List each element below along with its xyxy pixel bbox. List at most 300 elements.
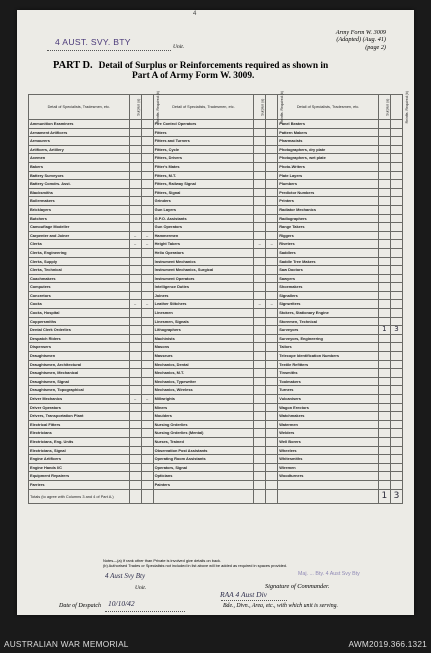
col-header-detail: Detail of Specialists, Tradesmen, etc. <box>29 95 130 120</box>
reinf-cell <box>266 386 278 395</box>
trade-name: Riggers <box>278 231 379 240</box>
trade-name: Opticians <box>153 472 254 481</box>
surplus-cell <box>254 120 266 129</box>
surplus-cell <box>129 162 141 171</box>
trade-name: Surveyors, Engineering <box>278 334 379 343</box>
surplus-cell <box>254 223 266 232</box>
surplus-cell <box>378 162 390 171</box>
surplus-cell <box>129 326 141 335</box>
trade-name: Shoemakers <box>278 283 379 292</box>
reinf-cell <box>390 180 402 189</box>
trade-name: Height Takers <box>153 240 254 249</box>
trade-name: Driver Operators <box>29 403 130 412</box>
reinf-cell <box>141 154 153 163</box>
surplus-cell <box>129 120 141 129</box>
reinf-cell <box>141 171 153 180</box>
reinf-cell <box>390 369 402 378</box>
reinf-cell <box>390 291 402 300</box>
surplus-cell <box>129 223 141 232</box>
form-title <box>53 60 393 82</box>
trade-name: Operators, Signal <box>153 463 254 472</box>
date-of-despatch-label: Date of Despatch <box>59 603 101 609</box>
table-row <box>29 420 403 429</box>
trade-name: Miners <box>153 403 254 412</box>
trade-name: Instrument Operators <box>153 274 254 283</box>
trade-name: Mechanics, Wireless <box>153 386 254 395</box>
trade-name: Coachmakers <box>29 274 130 283</box>
reinf-cell <box>390 128 402 137</box>
reinf-cell <box>390 412 402 421</box>
trade-name: Fitters <box>153 128 254 137</box>
trade-name: Driver Mechanics <box>29 395 130 404</box>
trade-name: Linesmen <box>153 309 254 318</box>
trade-name: Sawyers <box>278 274 379 283</box>
trade-name: Gun Layers <box>153 205 254 214</box>
surplus-cell <box>129 369 141 378</box>
trade-name: Draughtsmen, Mechanical <box>29 369 130 378</box>
reinf-cell <box>390 386 402 395</box>
reinf-cell <box>390 231 402 240</box>
trade-name: Coppersmiths <box>29 317 130 326</box>
surplus-cell <box>378 334 390 343</box>
reinf-cell <box>266 429 278 438</box>
surplus-cell <box>129 197 141 206</box>
reinf-cell <box>390 352 402 361</box>
trade-name: Woodturners <box>278 472 379 481</box>
surplus-cell <box>129 145 141 154</box>
trade-name: Instrument Mechanics, Surgical <box>153 266 254 275</box>
surplus-cell <box>378 205 390 214</box>
trade-name: Axemen <box>29 154 130 163</box>
note-a: Notes—(a) If rank other than Private is involved give details on back. <box>103 558 222 563</box>
table-row <box>29 266 403 275</box>
reinf-cell <box>141 120 153 129</box>
trade-name: Boilermakers <box>29 197 130 206</box>
surplus-cell <box>254 480 266 489</box>
reinf-cell: 3 <box>390 326 402 335</box>
reinf-cell <box>266 403 278 412</box>
surplus-cell <box>254 257 266 266</box>
trade-name: Saddle Tree Makers <box>278 257 379 266</box>
totals-filler <box>141 489 153 503</box>
trade-name: Computers <box>29 283 130 292</box>
table-row <box>29 248 403 257</box>
table-row <box>29 317 403 326</box>
surplus-cell <box>378 455 390 464</box>
reinf-cell <box>266 309 278 318</box>
surplus-cell <box>129 377 141 386</box>
form-page <box>17 10 414 615</box>
trade-name: Equipment Repairers <box>29 472 130 481</box>
reinf-cell <box>390 343 402 352</box>
surplus-cell <box>378 412 390 421</box>
trade-name: Signwriters <box>278 300 379 309</box>
trade-name: Mechanics, Typewriter <box>153 377 254 386</box>
trade-name: Drivers, Transportation Plant <box>29 412 130 421</box>
trade-name: Painters <box>153 480 254 489</box>
trade-name: Plumbers <box>278 180 379 189</box>
surplus-cell <box>254 403 266 412</box>
trade-name: Photographers, dry plate <box>278 145 379 154</box>
reinf-cell <box>141 248 153 257</box>
trade-name: Signallers <box>278 291 379 300</box>
table-row <box>29 128 403 137</box>
surplus-cell: – <box>129 300 141 309</box>
surplus-cell: 1 <box>378 326 390 335</box>
trade-name: Lithographers <box>153 326 254 335</box>
table-row <box>29 180 403 189</box>
table-row <box>29 412 403 421</box>
surplus-cell <box>378 352 390 361</box>
reinf-cell <box>141 197 153 206</box>
table-row <box>29 291 403 300</box>
reinf-cell <box>390 429 402 438</box>
surplus-cell <box>378 274 390 283</box>
table-row <box>29 145 403 154</box>
trade-name: Fitters, M.T. <box>153 171 254 180</box>
reinf-cell <box>141 223 153 232</box>
trade-name: Vulcanisers <box>278 395 379 404</box>
reinf-cell <box>390 334 402 343</box>
table-row <box>29 283 403 292</box>
trade-name: Printers <box>278 197 379 206</box>
trade-name: Wheelers <box>278 446 379 455</box>
table-row <box>29 377 403 386</box>
surplus-cell <box>378 300 390 309</box>
specialists-table <box>28 90 409 504</box>
reinf-cell <box>266 214 278 223</box>
reinf-cell <box>141 266 153 275</box>
trade-name: Textile Refitters <box>278 360 379 369</box>
table-row <box>29 309 403 318</box>
trade-name: Blacksmiths <box>29 188 130 197</box>
surplus-cell <box>254 326 266 335</box>
trade-name: Millwrights <box>153 395 254 404</box>
trade-name: Tinsmiths <box>278 369 379 378</box>
surplus-cell <box>129 214 141 223</box>
surplus-cell <box>129 248 141 257</box>
trade-name: Masseurs <box>153 352 254 361</box>
trade-name: Riveters <box>278 240 379 249</box>
reinf-cell <box>266 197 278 206</box>
trade-name: Photo-Writers <box>278 162 379 171</box>
reinf-cell <box>266 283 278 292</box>
reinf-cell <box>266 326 278 335</box>
trade-name: Plate Layers <box>278 171 379 180</box>
reinf-cell <box>390 300 402 309</box>
reinf-cell <box>390 197 402 206</box>
surplus-cell: – <box>129 240 141 249</box>
surplus-cell <box>378 403 390 412</box>
form-ref-line: Army Form W. 3009 <box>335 29 386 36</box>
trade-name: Telecope Identification Numbers <box>278 352 379 361</box>
totals-row <box>29 489 403 503</box>
surplus-cell <box>378 128 390 137</box>
surplus-cell <box>254 248 266 257</box>
surplus-cell <box>254 360 266 369</box>
totals-filler <box>153 489 254 503</box>
trade-name: Engine Artificers <box>29 455 130 464</box>
col-header-reinf: Reinfts. Required (b) <box>141 95 153 120</box>
trade-name: Clerks <box>29 240 130 249</box>
table-row <box>29 257 403 266</box>
surplus-cell <box>378 214 390 223</box>
surplus-cell <box>129 266 141 275</box>
reinf-cell <box>141 137 153 146</box>
col-header-surplus: Surplus (a) <box>254 95 266 120</box>
surplus-cell <box>129 317 141 326</box>
table-row <box>29 480 403 489</box>
surplus-cell <box>254 171 266 180</box>
surplus-cell <box>378 257 390 266</box>
surplus-cell <box>378 472 390 481</box>
surplus-cell <box>129 137 141 146</box>
date-dotted-line <box>105 611 185 612</box>
trade-name: Cooks <box>29 300 130 309</box>
form-ref-line: (Adapted) (Aug. 41) <box>336 36 386 44</box>
surplus-cell <box>254 420 266 429</box>
reinf-cell <box>266 188 278 197</box>
table-row <box>29 274 403 283</box>
reinf-cell <box>141 188 153 197</box>
table-row <box>29 360 403 369</box>
reinf-cell <box>390 214 402 223</box>
surplus-cell <box>378 377 390 386</box>
trade-name: Nursing Orderlies <box>153 420 254 429</box>
totals-filler <box>266 489 278 503</box>
surplus-cell <box>254 180 266 189</box>
reinf-cell <box>390 463 402 472</box>
unit-label-bottom: Unit. <box>135 585 147 591</box>
trade-name: Fitters, Signal <box>153 188 254 197</box>
surplus-cell <box>129 386 141 395</box>
surplus-cell <box>378 429 390 438</box>
reinf-cell <box>141 403 153 412</box>
reinf-cell: – <box>141 395 153 404</box>
surplus-cell <box>378 463 390 472</box>
trade-name: Electrical Fitters <box>29 420 130 429</box>
surplus-cell <box>129 205 141 214</box>
reinf-cell <box>141 283 153 292</box>
surplus-cell <box>254 463 266 472</box>
surplus-cell <box>378 120 390 129</box>
trade-name: Operating Room Assistants <box>153 455 254 464</box>
surplus-cell <box>378 480 390 489</box>
trade-name: Mechanics, M.T. <box>153 369 254 378</box>
reinf-cell <box>266 257 278 266</box>
trade-name <box>278 480 379 489</box>
reinf-cell <box>266 463 278 472</box>
trade-name: Clerks, Supply <box>29 257 130 266</box>
reinf-cell <box>390 240 402 249</box>
trade-name: Linesmen, Signals <box>153 317 254 326</box>
handwritten-unit: 4 Aust Svy Bty <box>105 572 146 580</box>
reinf-cell <box>266 343 278 352</box>
trade-name: Observation Post Assistants <box>153 446 254 455</box>
totals-filler <box>278 489 379 503</box>
table-row <box>29 240 403 249</box>
reinf-cell <box>141 480 153 489</box>
trade-name: Radiographers <box>278 214 379 223</box>
title-line-2: Part A of Army Form W. 3009. <box>132 71 255 82</box>
surplus-cell <box>378 266 390 275</box>
surplus-cell <box>254 309 266 318</box>
surplus-cell <box>129 291 141 300</box>
trade-name: Butchers <box>29 214 130 223</box>
table-row <box>29 472 403 481</box>
surplus-cell <box>254 266 266 275</box>
surplus-cell <box>254 386 266 395</box>
trade-name: Draughtsmen, Signal <box>29 377 130 386</box>
reinf-cell <box>390 395 402 404</box>
reinf-cell <box>266 145 278 154</box>
trade-name: Radiator Mechanics <box>278 205 379 214</box>
trade-name: Mechanics, Dental <box>153 360 254 369</box>
table-row <box>29 437 403 446</box>
reinf-cell <box>390 403 402 412</box>
reinf-cell <box>141 257 153 266</box>
surplus-cell <box>254 317 266 326</box>
reinf-cell <box>390 171 402 180</box>
reinf-cell <box>266 274 278 283</box>
trade-name: Cooks, Hospital <box>29 309 130 318</box>
surplus-cell <box>254 162 266 171</box>
surplus-cell <box>254 128 266 137</box>
trade-name: Saddlers <box>278 248 379 257</box>
table-row <box>29 326 403 335</box>
reinf-cell <box>141 437 153 446</box>
surplus-cell <box>378 309 390 318</box>
table-row <box>29 369 403 378</box>
reinf-cell <box>266 223 278 232</box>
surplus-cell <box>129 437 141 446</box>
surplus-cell <box>254 197 266 206</box>
totals-surplus: 1 <box>378 489 390 503</box>
trade-name: Toolmakers <box>278 377 379 386</box>
form-ref-line: (page 2) <box>365 43 386 51</box>
reinf-cell <box>266 455 278 464</box>
surplus-cell <box>129 480 141 489</box>
trade-name: Nursing Orderlies (Mental) <box>153 429 254 438</box>
surplus-cell: – <box>129 231 141 240</box>
note-b: (b) Authorised Trades or Specialists not included in list above will be added as required in spaces provided. <box>103 563 288 569</box>
trade-name: Saw Doctors <box>278 266 379 275</box>
trade-name: Fitters, Cycle <box>153 145 254 154</box>
surplus-cell <box>378 386 390 395</box>
trade-name: G.P.O. Assistants <box>153 214 254 223</box>
trade-name: Dispensers <box>29 343 130 352</box>
table-row <box>29 334 403 343</box>
trade-name: Storemen, Technical <box>278 317 379 326</box>
totals-filler <box>254 489 266 503</box>
surplus-cell <box>378 437 390 446</box>
trade-name: Armourers <box>29 137 130 146</box>
reinf-cell <box>266 205 278 214</box>
surplus-cell <box>254 205 266 214</box>
trade-name: Well Borers <box>278 437 379 446</box>
trade-name: Ammunition Examiners <box>29 120 130 129</box>
reinf-cell <box>141 455 153 464</box>
surplus-cell <box>378 197 390 206</box>
table-row <box>29 197 403 206</box>
surplus-cell <box>129 420 141 429</box>
surplus-cell <box>129 352 141 361</box>
trade-name: Tailors <box>278 343 379 352</box>
reinf-cell <box>390 472 402 481</box>
reinf-cell <box>390 205 402 214</box>
reinf-cell <box>390 274 402 283</box>
reinf-cell <box>141 472 153 481</box>
trade-name: Leather Stitchers <box>153 300 254 309</box>
form-reference <box>336 29 386 51</box>
col-header-surplus: Surplus (a) <box>129 95 141 120</box>
reinf-cell <box>266 162 278 171</box>
reinf-cell: – <box>141 231 153 240</box>
col-header-reinf: Reinfts. Required (b) <box>266 95 278 120</box>
trade-name: Concretors <box>29 291 130 300</box>
col-header-detail: Detail of Specialists, Tradesmen, etc. <box>278 95 379 120</box>
signature-label: Signature of Commander. <box>265 583 330 590</box>
trade-name: Stokers, Stationary Engine <box>278 309 379 318</box>
reinf-cell <box>266 317 278 326</box>
table-row <box>29 463 403 472</box>
reinf-cell <box>141 360 153 369</box>
page-corner-mark: 4 <box>193 11 197 17</box>
surplus-cell <box>378 343 390 352</box>
trade-name: Electricians <box>29 429 130 438</box>
surplus-cell <box>378 231 390 240</box>
surplus-cell <box>378 395 390 404</box>
unit-label: Unit. <box>173 44 185 50</box>
reinf-cell <box>141 352 153 361</box>
reinf-cell <box>141 369 153 378</box>
reinf-cell <box>390 455 402 464</box>
surplus-cell <box>378 360 390 369</box>
reinf-cell <box>390 137 402 146</box>
trade-name: Watermen <box>278 420 379 429</box>
surplus-cell <box>254 188 266 197</box>
table-row <box>29 214 403 223</box>
trade-name: Fire Control Operators <box>153 120 254 129</box>
table-row <box>29 188 403 197</box>
surplus-cell <box>254 137 266 146</box>
reinf-cell <box>141 214 153 223</box>
reinf-cell <box>390 257 402 266</box>
reinf-cell <box>141 343 153 352</box>
reinf-cell <box>141 317 153 326</box>
surplus-cell <box>129 128 141 137</box>
reinf-cell <box>390 420 402 429</box>
table-header-row <box>29 95 403 120</box>
handwritten-bde: RAA 4 Aust Div <box>220 590 268 599</box>
surplus-cell <box>254 455 266 464</box>
trade-name: Fitters, Railway Signal <box>153 180 254 189</box>
totals-filler <box>129 489 141 503</box>
surplus-cell <box>378 145 390 154</box>
surplus-cell <box>254 437 266 446</box>
surplus-cell <box>254 369 266 378</box>
table-row <box>29 343 403 352</box>
reinf-cell <box>390 360 402 369</box>
reinf-cell <box>266 291 278 300</box>
surplus-cell <box>254 145 266 154</box>
surplus-cell <box>254 395 266 404</box>
reinf-cell <box>141 145 153 154</box>
trade-name: Joiners <box>153 291 254 300</box>
surplus-cell: – <box>129 395 141 404</box>
reinf-cell: – <box>266 300 278 309</box>
trade-name: Hammermen <box>153 231 254 240</box>
